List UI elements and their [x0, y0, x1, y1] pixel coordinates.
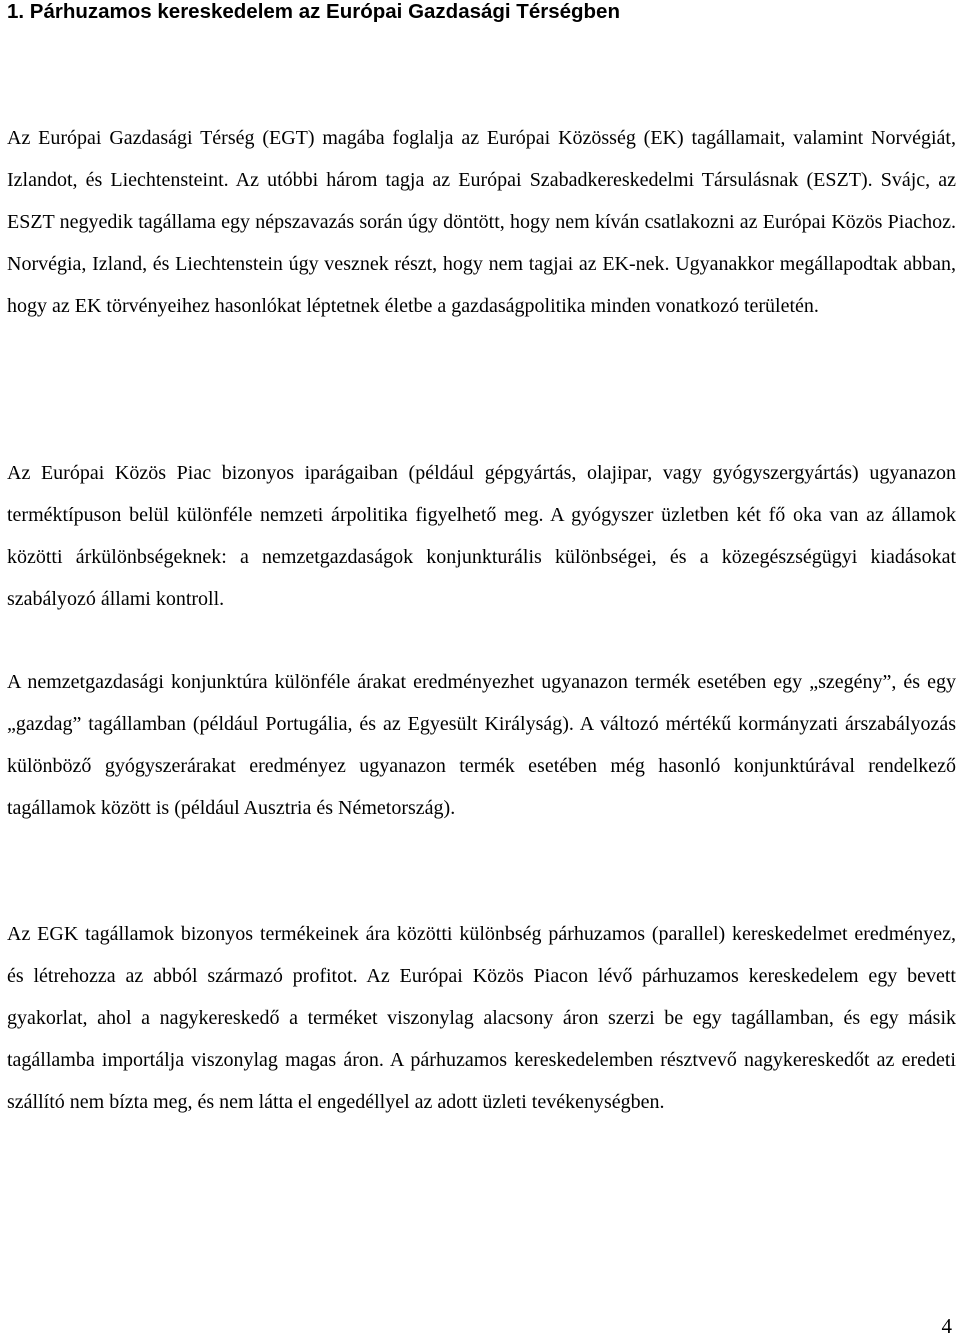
page-number: 4 [941, 1314, 952, 1338]
paragraph-parallel-trade: Az EGK tagállamok bizonyos termékeinek ára közötti különbség párhuzamos (parallel) kereskedelmet eredményez, és létrehozza az abból származó profitot. Az Európai Közös Piacon lévő párhuzamos kereskedelem egy bevett gyakorlat, ahol a nagykereskedő a terméket viszonylag alacsony áron szerzi be egy tagállamban, és egy másik tagállamba importálja viszonylag magas áron. A párhuzamos kereskedelemben résztvevő nagykereskedőt az eredeti szállító nem bízta meg, és nem látta el engedéllyel az adott üzleti tevékenységben. [7, 923, 956, 1113]
section-heading: 1. Párhuzamos kereskedelem az Európai Gazdasági Térségben [7, 0, 620, 23]
document-page [7, 0, 956, 1340]
paragraph-economic-conjuncture: A nemzetgazdasági konjunktúra különféle árakat eredményezhet ugyanazon termék esetében egy „szegény”, és egy „gazdag” tagállamban (például Portugália, és az Egyesült Királyság). A változó mértékű kormányzati árszabályozás különböző gyógyszerárakat eredményez ugyanazon termék esetében még hasonló konjunktúrával rendelkező tagállamok között is (például Ausztria és Németország). [7, 671, 956, 819]
paragraph-egt-members: Az Európai Gazdasági Térség (EGT) magába foglalja az Európai Közösség (EK) tagállamait, valamint Norvégiát, Izlandot, és Liechtensteint. Az utóbbi három tagja az Európai Szabadkereskedelmi Társulásnak (ESZT). Svájc, az ESZT negyedik tagállama egy népszavazás során úgy döntött, hogy nem kíván csatlakozni az Európai Közös Piachoz. Norvégia, Izland, és Liechtenstein úgy vesznek részt, hogy nem tagjai az EK-nek. Ugyanakkor megállapodtak abban, hogy az EK törvényeihez hasonlókat léptetnek életbe a gazdaságpolitika minden vonatkozó területén. [7, 127, 956, 317]
paragraph-price-policy: Az Európai Közös Piac bizonyos iparágaiban (például gépgyártás, olajipar, vagy gyógyszergyártás) ugyanazon terméktípuson belül különféle nemzeti árpolitika figyelhető meg. A gyógyszer üzletben két fő oka van az államok közötti árkülönbségeknek: a nemzetgazdaságok konjunkturális különbségei, és a közegészségügyi kiadásokat szabályozó állami kontroll. [7, 462, 956, 610]
